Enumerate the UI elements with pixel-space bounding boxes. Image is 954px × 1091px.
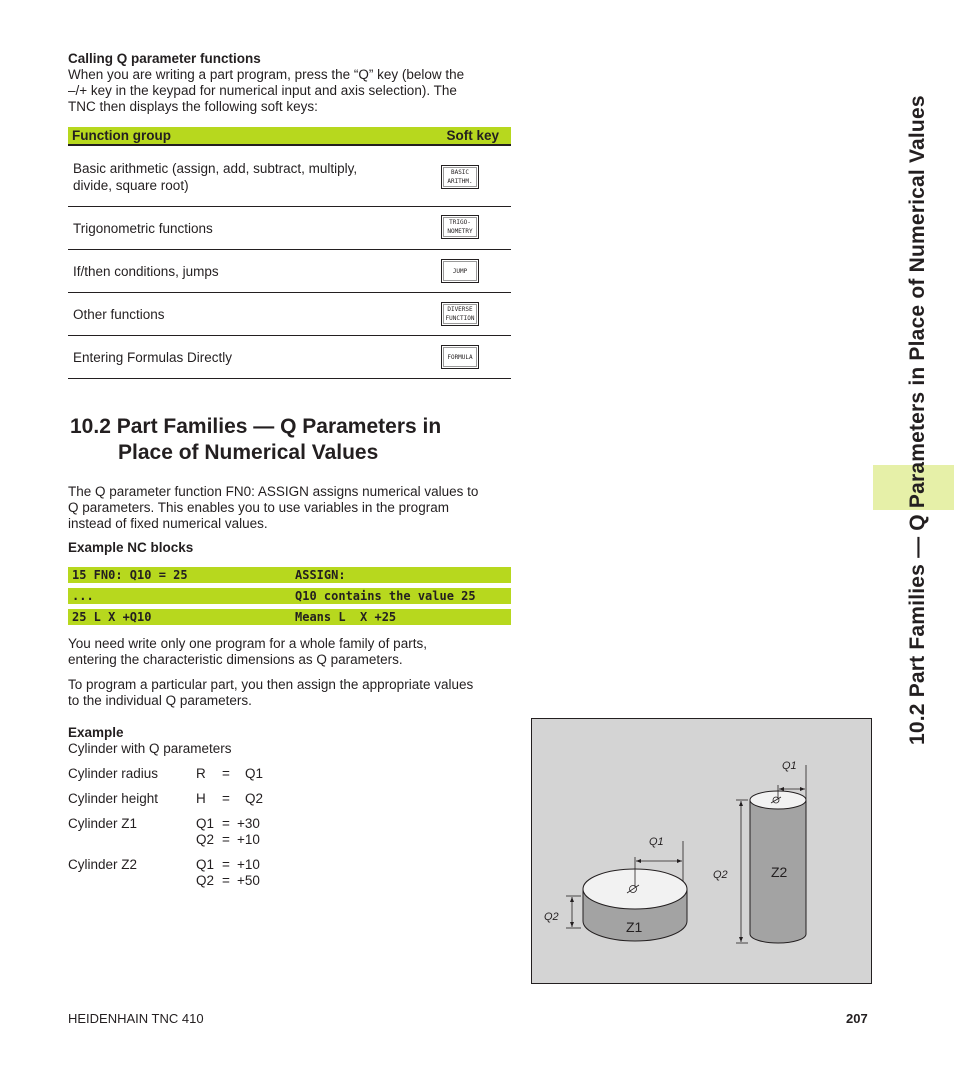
nc-code: 15 FN0: Q10 = 25 (72, 568, 188, 582)
param-symbol: H (196, 791, 206, 806)
nc-block-row (68, 609, 511, 625)
nc-code: 25 L X +Q10 (72, 610, 152, 624)
cylinder-diagram (532, 719, 871, 983)
intro-heading: Calling Q parameter functions (68, 51, 261, 66)
example-nc-heading: Example NC blocks (68, 540, 194, 555)
table-row-divider (68, 292, 511, 293)
softkey-trigonometry[interactable] (441, 215, 479, 239)
para1-line3: instead of fixed numerical values. (68, 516, 268, 531)
param-label: Cylinder radius (68, 766, 159, 781)
table-header (68, 127, 511, 146)
param-label: Cylinder Z2 (68, 857, 138, 872)
param-value: +50 (237, 873, 260, 888)
intro-line-1: When you are writing a part program, press the “Q” key (below the (68, 67, 465, 82)
softkey-diverse-line1: DIVERSE (447, 306, 473, 313)
col-soft-key: Soft key (446, 128, 499, 143)
nc-block-row (68, 567, 511, 583)
col-function-group: Function group (72, 128, 171, 143)
label-q1-top: Q1 (782, 760, 797, 772)
section-title-line2: Place of Numerical Values (118, 441, 379, 464)
intro-line-3: TNC then displays the following soft keys: (68, 99, 318, 114)
nc-block-row (68, 588, 511, 604)
param-symbol: Q1 (196, 816, 215, 831)
table-row-divider (68, 335, 511, 336)
nc-comment: ASSIGN: (295, 568, 346, 582)
table-row-trig-text: Trigonometric functions (73, 221, 213, 236)
label-q2-short: Q2 (544, 911, 559, 923)
table-row-divider (68, 249, 511, 250)
param-symbol: Q1 (196, 857, 215, 872)
param-equals: = (222, 832, 230, 847)
param-symbol: Q2 (196, 873, 215, 888)
nc-code: ... (72, 589, 94, 603)
param-value: Q2 (245, 791, 264, 806)
para1-line1: The Q parameter function FN0: ASSIGN assigns numerical values to (68, 484, 479, 499)
param-symbol: Q2 (196, 832, 215, 847)
table-row-formula-text: Entering Formulas Directly (73, 350, 233, 365)
param-value: Q1 (245, 766, 264, 781)
param-equals: = (222, 766, 230, 781)
param-label: Cylinder Z1 (68, 816, 138, 831)
cylinder-figure (531, 718, 872, 984)
example-sub: Cylinder with Q parameters (68, 741, 232, 756)
table-row-divider (68, 206, 511, 207)
example-heading: Example (68, 725, 124, 740)
softkey-basic-arithm[interactable] (441, 165, 479, 189)
label-q2-tall: Q2 (713, 869, 728, 881)
param-value: +10 (237, 857, 260, 872)
param-value: +30 (237, 816, 260, 831)
nc-comment: Means L X +25 (295, 610, 397, 624)
softkey-jump[interactable] (441, 259, 479, 283)
label-z2: Z2 (771, 864, 788, 880)
para3-line2: to the individual Q parameters. (68, 693, 252, 708)
section-title (70, 414, 520, 466)
nc-comment: Q10 contains the value 25 (295, 589, 476, 603)
softkey-diverse-line2: FUNCTION (445, 315, 475, 322)
label-q1-mid: Q1 (649, 836, 664, 848)
intro-line-2: –/+ key in the keypad for numerical input and axis selection). The (68, 83, 457, 98)
table-row-basic-text-2: divide, square root) (73, 178, 189, 193)
param-equals: = (222, 816, 230, 831)
softkey-diverse-function[interactable] (441, 302, 479, 326)
param-label: Cylinder height (68, 791, 159, 806)
softkey-basic-arithm-line2: ARITHM. (447, 178, 473, 185)
para2-line2: entering the characteristic dimensions as Q parameters. (68, 652, 403, 667)
param-equals: = (222, 791, 230, 806)
softkey-formula[interactable] (441, 345, 479, 369)
softkey-trigonometry-line2: NOMETRY (447, 228, 473, 235)
param-equals: = (222, 857, 230, 872)
para2-line1: You need write only one program for a whole family of parts, (68, 636, 427, 651)
label-z1: Z1 (626, 919, 643, 935)
softkey-jump-line1: JUMP (452, 267, 468, 275)
table-row-jump-text: If/then conditions, jumps (73, 264, 219, 279)
para1-line2: Q parameters. This enables you to use variables in the program (68, 500, 449, 515)
softkey-formula-line1: FORMULA (447, 353, 473, 361)
param-value: +10 (237, 832, 260, 847)
softkey-basic-arithm-line1: BASIC (450, 169, 470, 176)
param-equals: = (222, 873, 230, 888)
table-bottom-rule (68, 378, 511, 379)
footer-product: HEIDENHAIN TNC 410 (68, 1011, 204, 1026)
sidebar-vertical-title: 10.2 Part Families — Q Parameters in Place of Numerical Values (906, 95, 929, 745)
softkey-trigonometry-line1: TRIGO- (449, 219, 471, 226)
table-row-basic-text-1: Basic arithmetic (assign, add, subtract, multiply, (73, 161, 358, 176)
param-symbol: R (196, 766, 206, 781)
footer-page-number: 207 (846, 1011, 868, 1026)
para3-line1: To program a particular part, you then assign the appropriate values (68, 677, 474, 692)
section-title-line1: 10.2 Part Families — Q Parameters in (70, 415, 442, 438)
table-row-other-text: Other functions (73, 307, 165, 322)
